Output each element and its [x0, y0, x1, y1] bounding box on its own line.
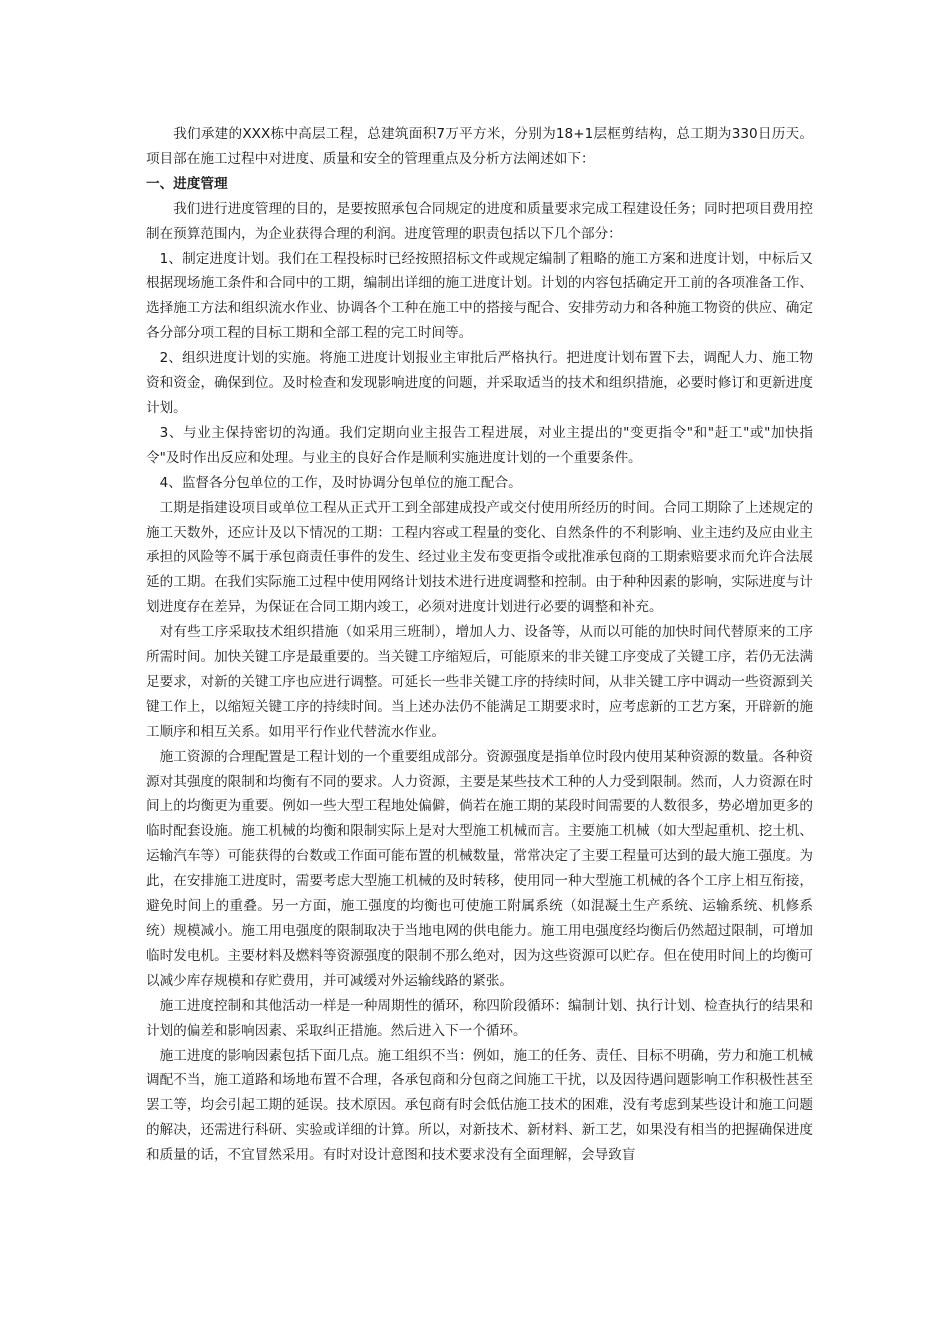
list-item-4: 4、监督各分包单位的工作，及时协调分包单位的施工配合。 [159, 474, 522, 491]
duration-paragraph: 工期是指建设项目或单位工程从正式开工到全部建成投产或交付使用所经历的时间。合同工期除了上述规定的施工天数外，还应计及以下情况的工期：工程内容或工程量的变化、自然条件的不利影响、业主违约及应由业主承担的风险等不属于承包商责任事件的发生、经过业主发布变更指令或批准承包商的工期索赔要求而允许合法展延的工期。在我们实际施工过程中使用网络计划技术进行进度调整和控制。由于种种因素的影响，实际进度与计划进度存在差异，为保证在合同工期内竣工，必须对进度计划进行必要的调整和补充。 [146, 499, 813, 616]
document-page [146, 122, 813, 1168]
list-item-1: 1、制定进度计划。我们在工程投标时已经按照招标文件或规定编制了粗略的施工方案和进度计划，中标后又根据现场施工条件和合同中的工期，编制出详细的施工进度计划。计划的内容包括确定开工前的各项准备工作、选择施工方法和组织流水作业、协调各个工种在施工中的搭接与配合、安排劳动力和各种施工物资的供应、确定各分部分项工程的目标工期和全部工程的完工时间等。 [146, 250, 813, 342]
resources-paragraph: 施工资源的合理配置是工程计划的一个重要组成部分。资源强度是指单位时段内使用某种资源的数量。各种资源对其强度的限制和均衡有不同的要求。人力资源，主要是某些技术工种的人力受到限制。然而，人力资源在时间上的均衡更为重要。例如一些大型工程地处偏僻，倘若在施工期的某段时间需要的人数很多，势必增加更多的临时配套设施。施工机械的均衡和限制实际上是对大型施工机械而言。主要施工机械（如大型起重机、挖土机、运输汽车等）可能获得的台数或工作面可能布置的机械数量，常常决定了主要工程量可达到的最大施工强度。为此，在安排施工进度时，需要考虑大型施工机械的及时转移，使用同一种大型施工机械的各个工序上相互衔接，避免时间上的重叠。另一方面，施工强度的均衡也可使施工附属系统（如混凝土生产系统、运输系统、机修系统）规模减小。施工用电强度的限制取决于当地电网的供电能力。施工用电强度经均衡后仍然超过限制，可增加临时发电机。主要材料及燃料等资源强度的限制不那么绝对，因为这些资源可以贮存。但在使用时间上的均衡可以减少库存规模和存贮费用，并可减缓对外运输线路的紧张。 [146, 748, 813, 989]
section-heading: 一、进度管理 [146, 175, 228, 192]
measures-paragraph: 对有些工序采取技术组织措施（如采用三班制），增加人力、设备等，从而以可能的加快时间代替原来的工序所需时间。加快关键工序是最重要的。当关键工序缩短后，可能原来的非关键工序变成了关键工序，若仍无法满足要求，对新的关键工序也应进行调整。可延长一些非关键工序的持续时间，从非关键工序中调动一些资源到关键工作上，以缩短关键工序的持续时间。当上述办法仍不能满足工期要求时，应考虑新的工艺方案，开辟新的施工顺序和相互关系。如用平行作业代替流水作业。 [146, 624, 813, 740]
list-item-3: 3、与业主保持密切的沟通。我们定期向业主报告工程进展，对业主提出的"变更指令"和"赶工"或"加快指令"及时作出反应和处理。与业主的良好合作是顺利实施进度计划的一个重要条件。 [146, 424, 813, 466]
cycle-paragraph: 施工进度控制和其他活动一样是一种周期性的循环，称四阶段循环：编制计划、执行计划、检查执行的结果和计划的偏差和影响因素、采取纠正措施。然后进入下一个循环。 [146, 997, 813, 1039]
factors-paragraph: 施工进度的影响因素包括下面几点。施工组织不当：例如，施工的任务、责任、目标不明确，劳力和施工机械调配不当，施工道路和场地布置不合理，各承包商和分包商之间施工干扰，以及因待遇问题影响工作积极性甚至罢工等，均会引起工期的延误。技术原因。承包商有时会低估施工技术的困难，没有考虑到某些设计和施工问题的解决，还需进行科研、实验或详细的计算。所以，对新技术、新材料、新工艺，如果没有相当的把握确保进度和质量的话，不宜冒然采用。有时对设计意图和技术要求没有全面理解，会导致盲 [146, 1047, 813, 1164]
purpose-paragraph: 我们进行进度管理的目的，是要按照承包合同规定的进度和质量要求完成工程建设任务；同时把项目费用控制在预算范围内，为企业获得合理的利润。进度管理的职责包括以下几个部分： [146, 200, 813, 242]
intro-paragraph: 我们承建的XXX栋中高层工程，总建筑面积7万平方米，分别为18+1层框剪结构，总工期为330日历天。项目部在施工过程中对进度、质量和安全的管理重点及分析方法阐述如下： [146, 126, 813, 167]
list-item-2: 2、组织进度计划的实施。将施工进度计划报业主审批后严格执行。把进度计划布置下去，调配人力、施工物资和资金，确保到位。及时检查和发现影响进度的问题，并采取适当的技术和组织措施，必要时修订和更新进度计划。 [146, 350, 813, 416]
